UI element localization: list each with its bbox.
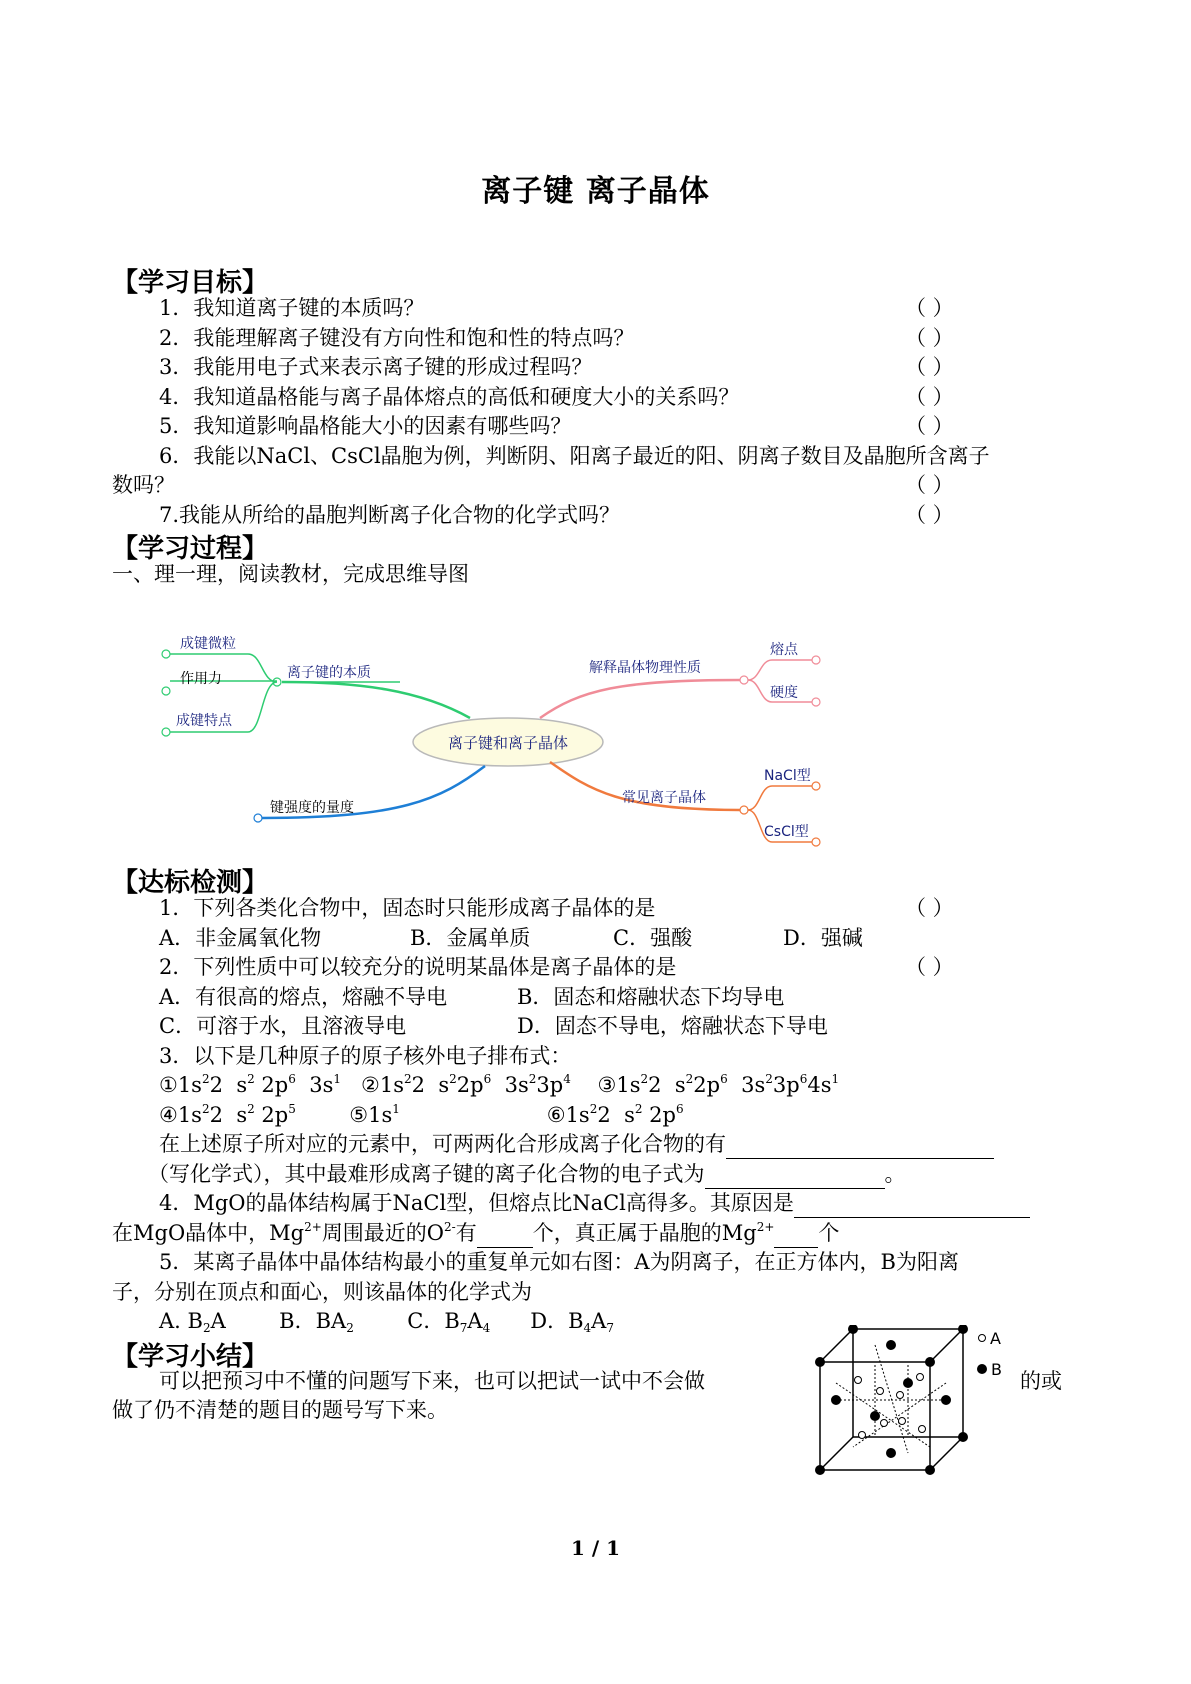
answer-paren[interactable]: （ ） (905, 355, 954, 379)
q1-option-b: B．金属单质 (410, 926, 531, 950)
q2-stem: 2．下列性质中可以较充分的说明某晶体是离子晶体的是 (159, 955, 677, 979)
answer-paren[interactable]: （ ） (905, 296, 954, 320)
q3-line4: （写化学式），其中最难形成离子键的离子化合物的电子式为 。 (148, 1159, 906, 1189)
answer-paren[interactable]: （ ） (905, 385, 954, 409)
goal-item: 7.我能从所给的晶胞判断离子化合物的化学式吗？ (159, 503, 621, 527)
mindmap-center-label: 离子键和离子晶体 (447, 734, 569, 752)
goal-item: 4．我知道晶格能与离子晶体熔点的高低和硬度大小的关系吗？ (159, 385, 740, 409)
q3-configs-line1: $①1s^22$ $s^2$ $2p^6$ $3s^1$ $②1s^22$ $s^22p^6$ $3s^23p^4$ $③1s^22$ $s^22p^6$ $3s^23p^64s^1$ (159, 1072, 840, 1097)
mindmap-node-physical-child: 硬度 (770, 685, 798, 701)
q4-line1: 4．MgO的晶体结构属于NaCl型，但熔点比NaCl高得多。其原因是 (159, 1188, 1030, 1218)
legend-b-label: B (991, 1360, 1002, 1379)
legend-cation-marker (977, 1364, 987, 1374)
answer-blank[interactable] (705, 1168, 885, 1189)
answer-paren[interactable]: （ ） (905, 473, 954, 497)
section-summary-heading: 【学习小结】 (112, 1342, 269, 1372)
mindmap-node-nature-child: 成键微粒 (180, 636, 236, 652)
q1-option-d: D．强碱 (783, 926, 863, 950)
mindmap-node-common: 常见离子晶体 (622, 790, 706, 806)
goal-item: 数吗？ (112, 473, 175, 497)
mindmap-node-nature-child: 作用力 (180, 671, 222, 687)
process-intro: 一、理一理，阅读教材，完成思维导图 (112, 562, 469, 586)
q5-line2: 子，分别在顶点和面心，则该晶体的化学式为 (112, 1280, 532, 1304)
q1-stem: 1．下列各类化合物中，固态时只能形成离子晶体的是 (159, 896, 656, 920)
summary-line2: 做了仍不清楚的题目的题号写下来。 (112, 1398, 448, 1422)
goal-item: 2．我能理解离子键没有方向性和饱和性的特点吗？ (159, 326, 635, 350)
mindmap-node-physical: 解释晶体物理性质 (589, 660, 701, 676)
answer-paren[interactable]: （ ） (905, 896, 954, 920)
goal-item: 6．我能以NaCl、CsCl晶胞为例，判断阴、阳离子最近的阳、阴离子数目及晶胞所含离子 (159, 444, 990, 468)
mindmap-node-physical-child: 熔点 (770, 642, 798, 658)
q5-line1: 5．某离子晶体中晶体结构最小的重复单元如右图：A为阴离子，在正方体内，B为阳离 (159, 1250, 959, 1274)
mindmap-node-common-child: NaCl型 (764, 768, 811, 784)
crystal-cell-figure (810, 1325, 1010, 1475)
q1-option-a: A．非金属氧化物 (159, 926, 322, 950)
mindmap-node-nature: 离子键的本质 (287, 665, 371, 681)
answer-paren[interactable]: （ ） (905, 326, 954, 350)
goal-item: 3．我能用电子式来表示离子键的形成过程吗？ (159, 355, 593, 379)
q3-stem: 3．以下是几种原子的原子核外电子排布式： (159, 1044, 572, 1068)
answer-paren[interactable]: （ ） (905, 503, 954, 527)
mindmap-node-common-child: CsCl型 (764, 824, 809, 840)
q2-option-a: A．有很高的熔点，熔融不导电 (159, 985, 448, 1009)
section-goals-heading: 【学习目标】 (112, 268, 269, 298)
goal-item: 5．我知道影响晶格能大小的因素有哪些吗？ (159, 414, 572, 438)
q3-configs-line2: $④1s^22$ $s^2$ $2p^5$ $⑤1s^1$ $⑥1s^22$ $s^2$ $2p^6$ (159, 1102, 684, 1127)
legend-a-label: A (990, 1329, 1001, 1348)
mindmap-node-nature-child: 成键特点 (176, 713, 232, 729)
answer-blank[interactable] (774, 1227, 818, 1248)
answer-paren[interactable]: （ ） (905, 955, 954, 979)
section-check-heading: 【达标检测】 (112, 868, 269, 898)
q2-option-d: D．固态不导电，熔融状态下导电 (517, 1014, 828, 1038)
section-process-heading: 【学习过程】 (112, 534, 269, 564)
q2-option-c: C．可溶于水，且溶液导电 (159, 1014, 407, 1038)
answer-blank[interactable] (794, 1197, 1030, 1218)
page-number: 1 / 1 (570, 1536, 621, 1560)
q1-option-c: C．强酸 (613, 926, 693, 950)
goal-item: 1．我知道离子键的本质吗？ (159, 296, 425, 320)
q5-options: A. $B_2A$ B．$BA_2$ C．$B_7A_4$ D．$B_4A_7$ (159, 1309, 614, 1335)
page-title: 离子键 离子晶体 (481, 174, 710, 209)
answer-blank[interactable] (477, 1227, 533, 1248)
mindmap-node-strength: 键强度的量度 (270, 800, 354, 816)
answer-blank[interactable] (726, 1138, 994, 1159)
answer-paren[interactable]: （ ） (905, 414, 954, 438)
legend-anion-marker (979, 1335, 986, 1342)
q2-option-b: B．固态和熔融状态下均导电 (517, 985, 785, 1009)
summary-line1a: 可以把预习中不懂的问题写下来，也可以把试一试中不会做 (159, 1369, 705, 1393)
summary-line1b: 的或 (1020, 1369, 1062, 1393)
q4-line2: 在MgO晶体中，$Mg^{2+}$周围最近的$O^{2-}$有 个，真正属于晶胞的$Mg^{2+}$ 个 (112, 1218, 839, 1248)
q3-line3: 在上述原子所对应的元素中，可两两化合形成离子化合物的有 (159, 1129, 994, 1159)
